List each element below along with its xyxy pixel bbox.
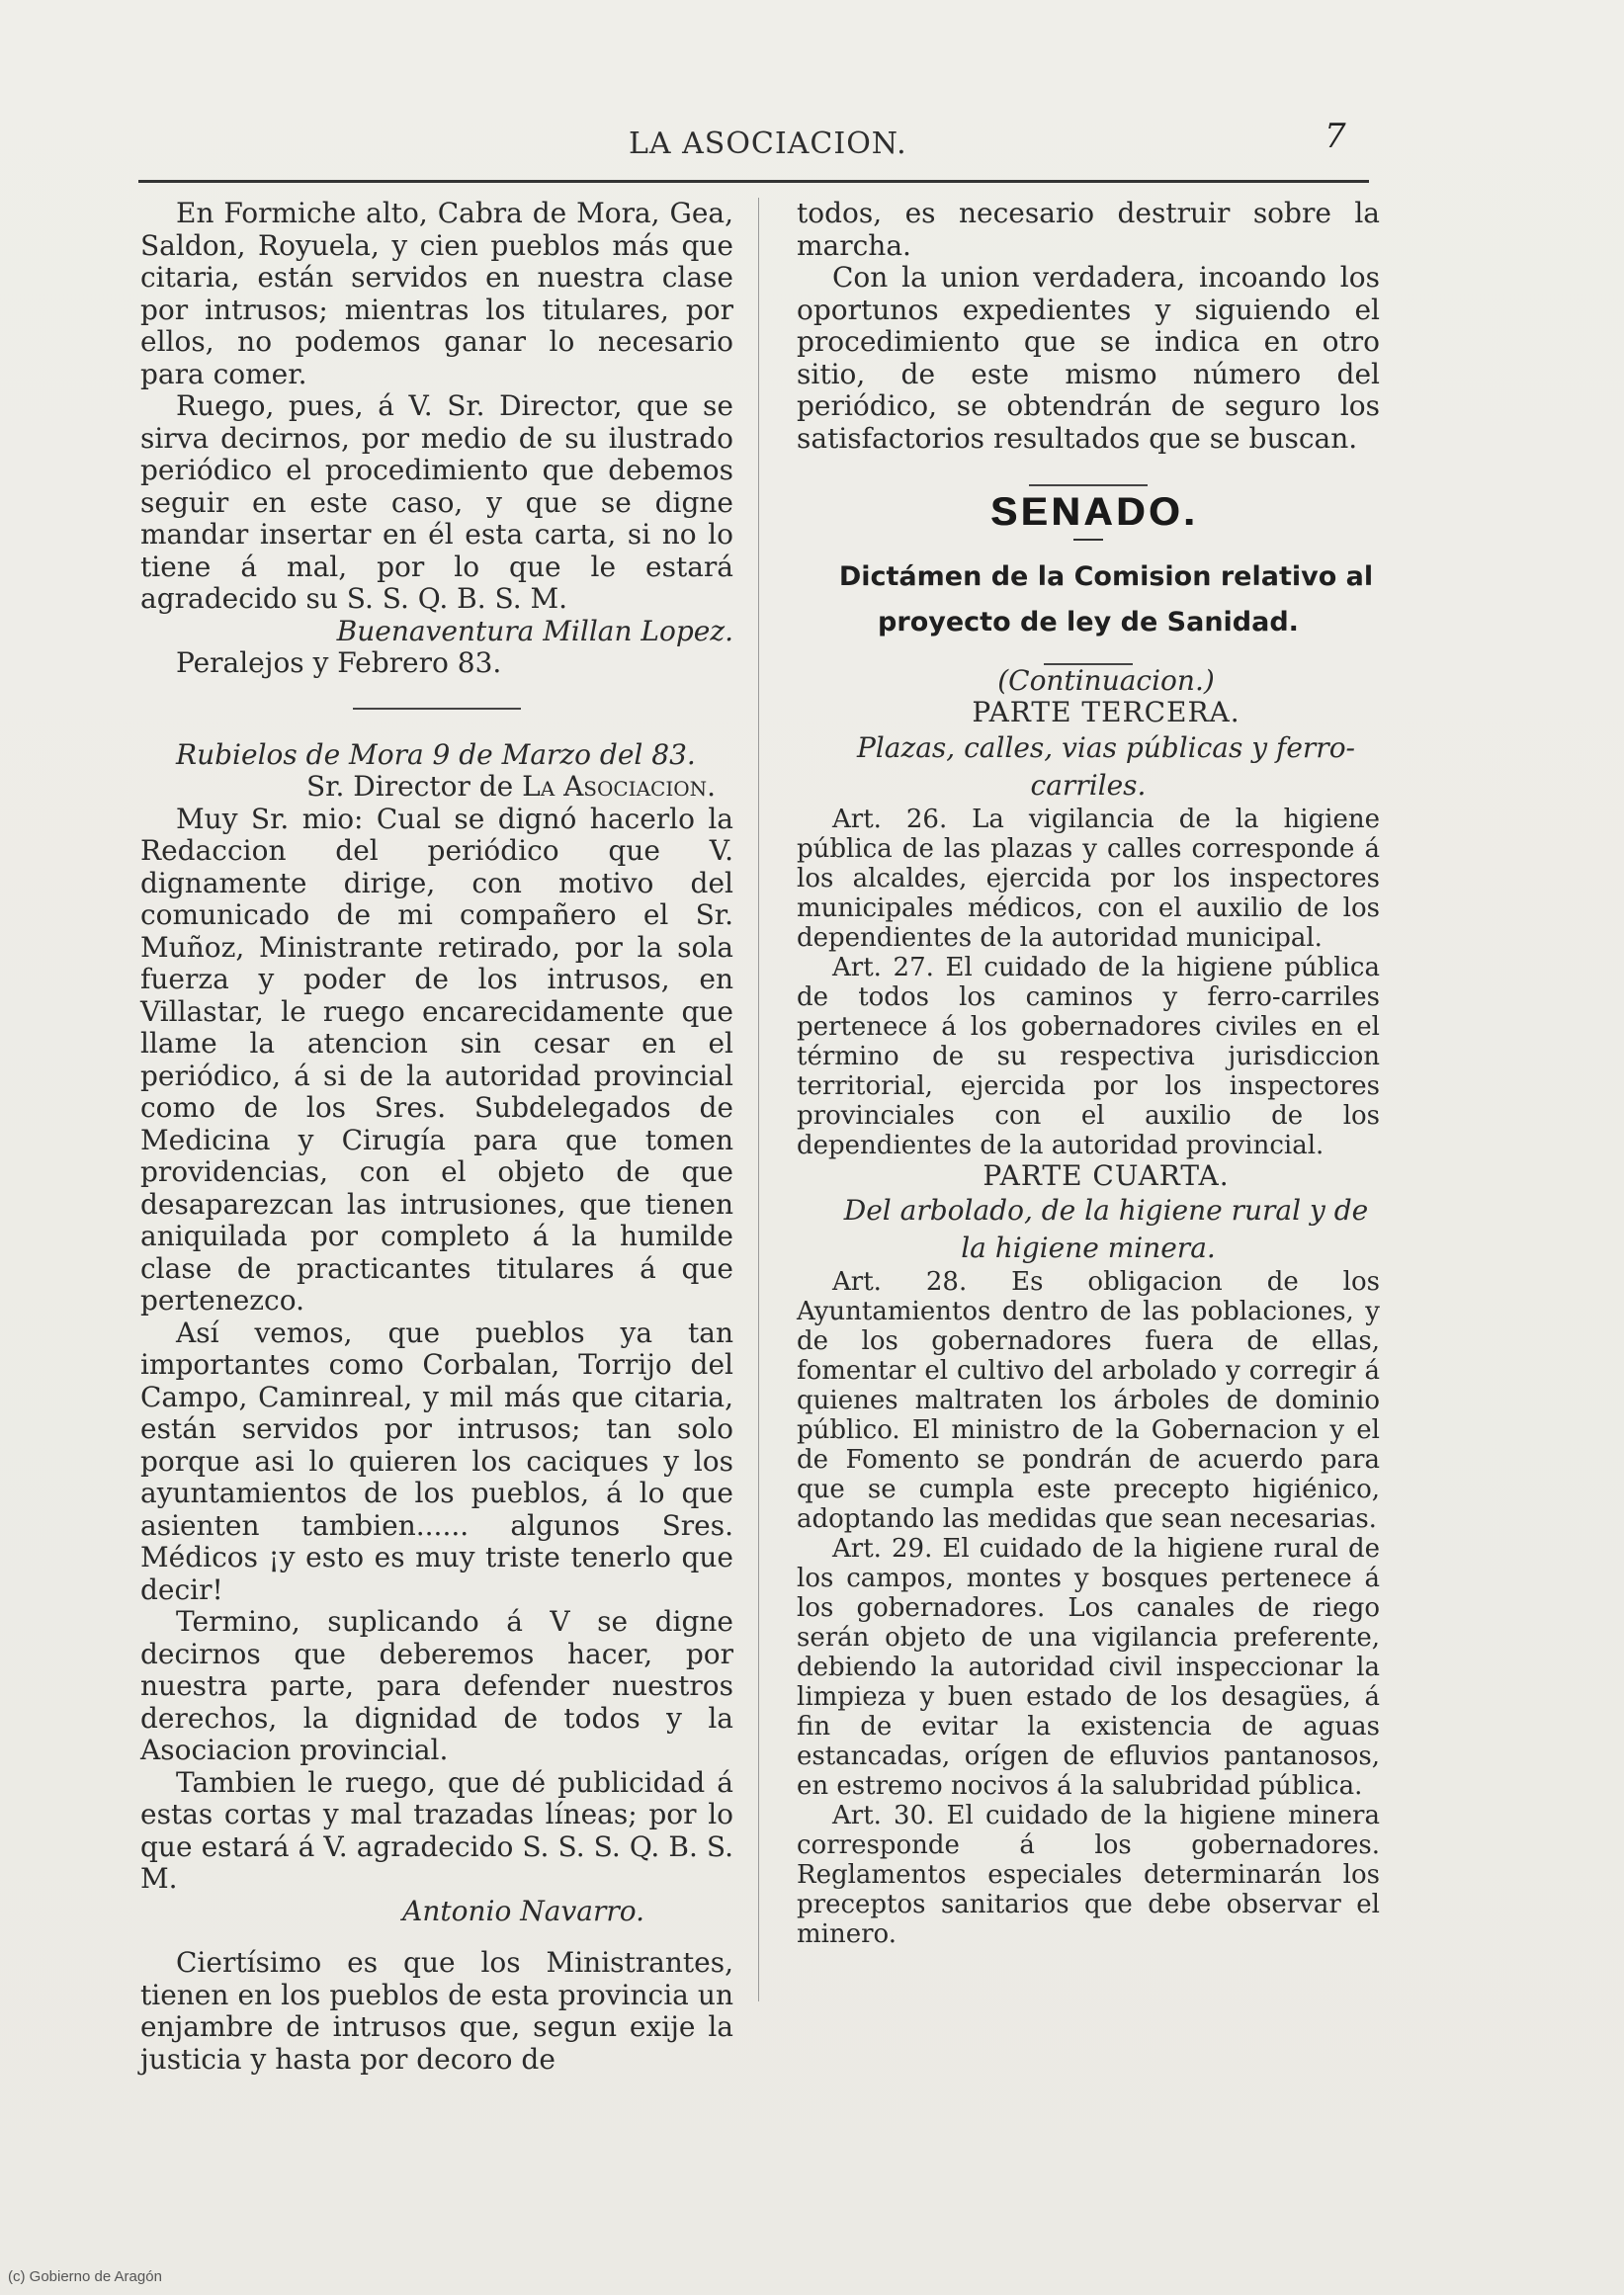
section-divider [353,708,521,710]
left-paragraph-7: Ciertísimo es que los Ministrantes, tienen en los pueblos de esta provincia un enjambre de intrusos que, segun exije la justicia y hasta por decoro de [140,1946,733,2076]
article-28: Art. 28. Es obligacion de los Ayuntamientos dentro de las poblaciones, y de los gobernadores fuera de ellas, fomentar el cultivo del arbolado y corregir á quienes maltraten los árboles de dominio público. El ministro de la Gobernacion y el de Fomento se pondrán de acuerdo para que se cumpla este precepto higiénico, adoptando las medidas que sean necesarias. [797,1267,1380,1534]
column-divider [758,198,759,2001]
right-paragraph-1: todos, es necesario destruir sobre la marcha. [797,197,1380,262]
dictamen-title: Dictámen de la Comision relativo al proyecto de ley de Sanidad. [838,560,1374,638]
parte-cuarta-heading: PARTE CUARTA. [983,1158,1230,1192]
left-paragraph-4: Así vemos, que pueblos ya tan importantes como Corbalan, Torrijo del Campo, Caminreal, y mil más que citaria, están servidos por intrusos; tan solo porque asi lo quieren los caciques y los ayuntamientos de los pueblos, á lo que asienten tambien...... algunos Sres. Médicos ¡y esto es muy triste tenerlo que decir! [140,1316,733,1606]
parte-tercera-heading: PARTE TERCERA. [972,696,1240,728]
place-date-peralejos: Peralejos y Febrero 83. [176,646,502,679]
left-column [140,198,733,2076]
header-rule [138,180,1369,183]
article-29: Art. 29. El cuidado de la higiene rural de los campos, montes y bosques pertenece á los gobernadores. Los canales de riego serán objeto de una vigilancia preferente, debiendo la autoridad civil inspeccionar la limpieza y buen estado de los desagües, á fin de evitar la existencia de aguas estancadas, orígen de efluvios pantanosos, en estremo nocivos á la salubridad pública. [797,1534,1380,1801]
parte-tercera-subtitle: Plazas, calles, vias públicas y ferro-carriles. [856,730,1356,802]
page-header-title: LA ASOCIACION. [629,127,907,161]
senado-heading: SENADO. [990,490,1199,534]
section-divider-right [1029,484,1148,486]
page-number: 7 [1325,117,1346,156]
left-paragraph-1: En Formiche alto, Cabra de Mora, Gea, Saldon, Royuela, y cien pueblos más que citaria, están servidos en nuestra clase por intrusos; mientras los titulares, por ellos, no podemos ganar lo necesario para comer. [140,197,733,390]
salutation [140,771,733,804]
article-30: Art. 30. El cuidado de la higiene minera corresponde á los gobernadores. Reglamentos especiales determinarán los preceptos sanitarios que debe observar el minero. [797,1801,1380,1949]
signature-buenaventura: Buenaventura Millan Lopez. [336,614,733,647]
left-paragraph-6: Tambien le ruego, que dé publicidad á estas cortas y mal trazadas líneas; por lo que estará á V. agradecido S. S. S. Q. B. S. M. [140,1765,733,1895]
article-26: Art. 26. La vigilancia de la higiene pública de las plazas y calles corresponde á los alcaldes, ejercida por los inspectores municipales médicos, con el auxilio de los dependientes de la autoridad municipal. [797,804,1380,953]
right-paragraph-2: Con la union verdadera, incoando los oportunos expedientes y siguiendo el procedimiento que se indica en otro sitio, de este mismo número del periódico, se obtendrán de seguro los satisfactorios resultados que se buscan. [797,261,1380,455]
left-paragraph-2: Ruego, pues, á V. Sr. Director, que se sirva decirnos, por medio de su ilustrado periódico el procedimiento que debemos seguir en este caso, y que se digne mandar insertar en él esta carta, si no lo tiene á mal, por lo que le estará agradecido su S. S. Q. B. S. M. [140,389,733,615]
right-column [797,198,1380,1949]
continuacion-label: (Continuacion.) [997,663,1215,697]
date-rubielos: Rubielos de Mora 9 de Marzo del 83. [176,737,696,771]
parte-cuarta-subtitle: Del arbolado, de la higiene rural y de la higiene minera. [843,1194,1369,1264]
copyright-watermark: (c) Gobierno de Aragón [8,2268,162,2285]
left-paragraph-3: Muy Sr. mio: Cual se dignó hacerlo la Redaccion del periódico que V. dignamente dirige, con motivo del comunicado de mi compañero el Sr. Muñoz, Ministrante retirado, por la sola fuerza y poder de los intrusos, en Villastar, le ruego encarecidamente que llame la atencion sin cesar en el periódico, á si de la autoridad provincial como de los Sres. Subdelegados de Medicina y Cirugía para que tomen providencias, con el objeto de que desaparezcan las intrusiones, que tienen aniquilada por completo á la humilde clase de practicantes titulares á que pertenezco. [140,802,733,1317]
salutation-publication: La Asociacion. [522,770,717,803]
article-27: Art. 27. El cuidado de la higiene pública de todos los caminos y ferro-carriles pertenece á los gobernadores civiles en el término de su respectiva jurisdiccion territorial, ejercida por los inspectores provinciales con el auxilio de los dependientes de la autoridad provincial. [797,952,1380,1160]
left-paragraph-5: Termino, suplicando á V se digne decirnos que deberemos hacer, por nuestra parte, para defender nuestros derechos, la dignidad de todos y la Asociacion provincial. [140,1605,733,1766]
salutation-prefix: Sr. Director de [306,770,523,803]
signature-navarro: Antonio Navarro. [402,1894,644,1927]
heading-rule [1073,539,1103,541]
